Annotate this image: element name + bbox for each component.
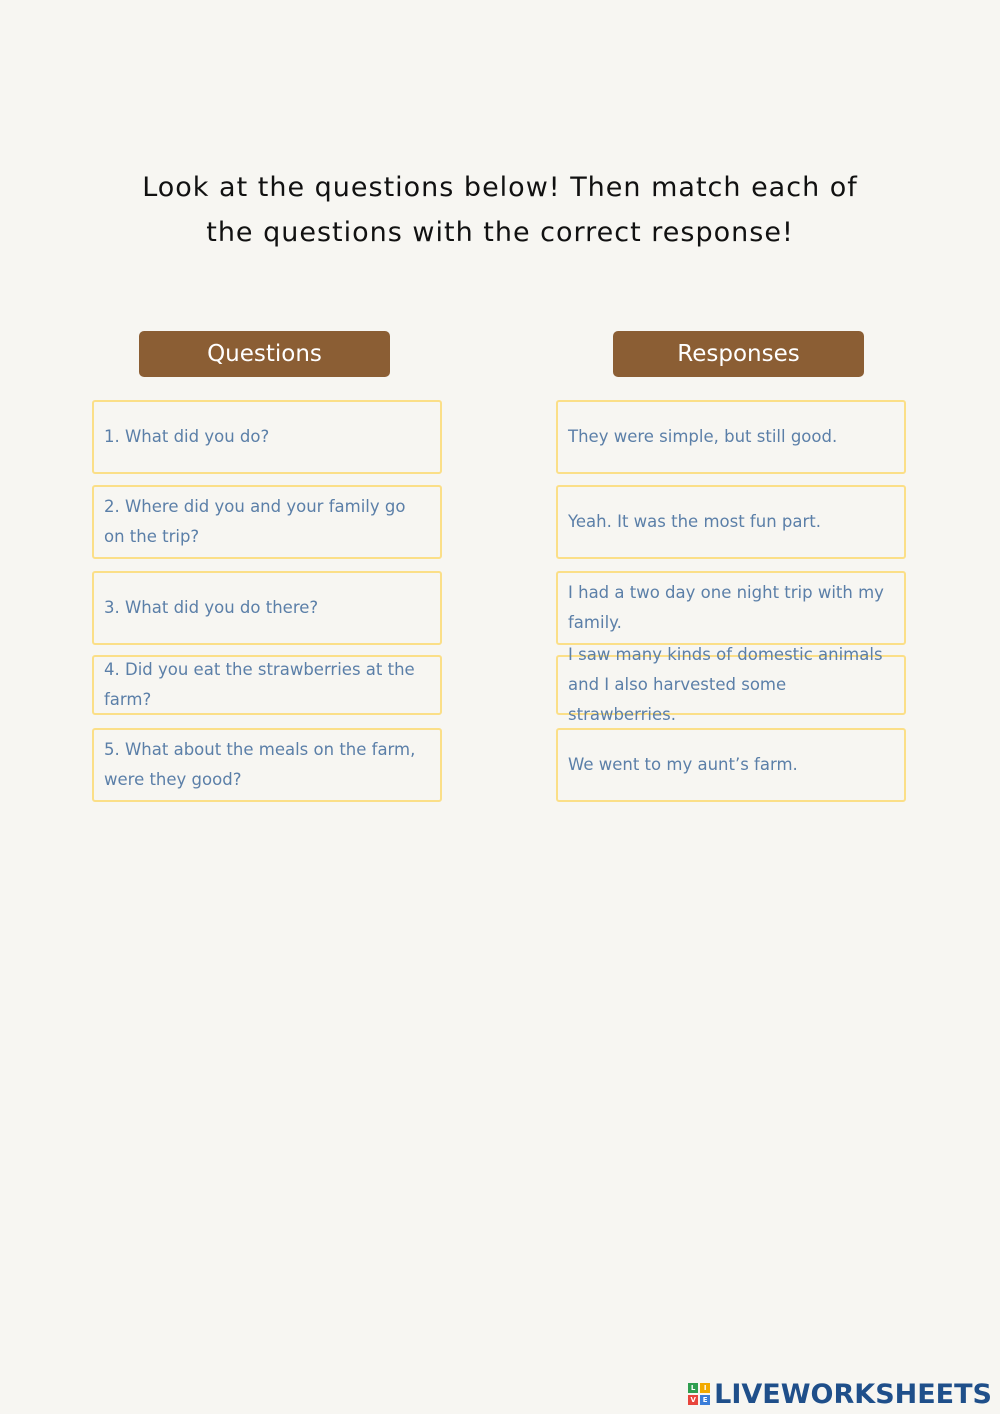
questions-header: Questions [139, 331, 390, 377]
instructions-line-2: the questions with the correct response! [206, 217, 794, 248]
logo-letter-v: V [688, 1395, 698, 1405]
instructions [100, 165, 900, 255]
logo-text: LIVEWORKSHEETS [714, 1378, 992, 1410]
responses-header: Responses [613, 331, 864, 377]
question-box-2[interactable]: 2. Where did you and your family go on the trip? [92, 485, 442, 559]
logo-letter-e: E [700, 1395, 710, 1405]
response-box-2[interactable]: Yeah. It was the most fun part. [556, 485, 906, 559]
question-box-3[interactable]: 3. What did you do there? [92, 571, 442, 645]
question-box-1[interactable]: 1. What did you do? [92, 400, 442, 474]
question-box-4[interactable]: 4. Did you eat the strawberries at the farm? [92, 655, 442, 715]
logo-mark-icon [688, 1383, 710, 1405]
logo-letter-l: L [688, 1383, 698, 1393]
liveworksheets-logo [688, 1376, 992, 1412]
response-box-1[interactable]: They were simple, but still good. [556, 400, 906, 474]
logo-letter-i: I [700, 1383, 710, 1393]
response-box-5[interactable]: We went to my aunt’s farm. [556, 728, 906, 802]
instructions-line-1: Look at the questions below! Then match each of [142, 172, 858, 203]
response-box-3[interactable]: I had a two day one night trip with my family. [556, 571, 906, 645]
question-box-5[interactable]: 5. What about the meals on the farm, were they good? [92, 728, 442, 802]
response-box-4[interactable]: I saw many kinds of domestic animals and I also harvested some strawberries. [556, 655, 906, 715]
